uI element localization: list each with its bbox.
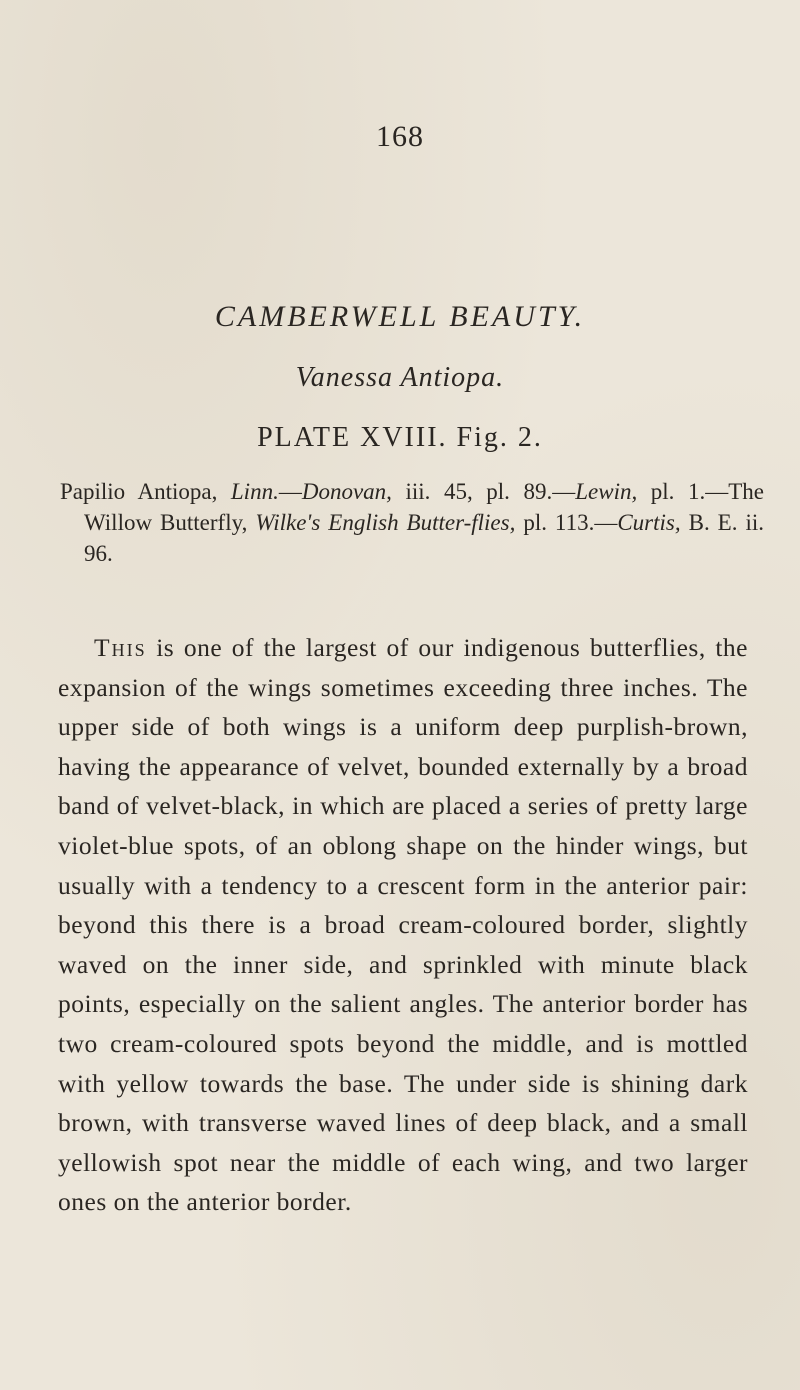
page-number: 168 [376, 120, 424, 153]
species-title: CAMBERWELL BEAUTY. [214, 300, 586, 333]
reference-segment: pl. 1.—The Willow Butterfly, [84, 479, 764, 535]
description-paragraph [58, 628, 748, 1222]
plate-reference: PLATE XVIII. Fig. 2. [257, 422, 543, 453]
reference-segment: pl. 113.— [515, 510, 618, 535]
reference-segment: B. E. ii. 96. [84, 510, 764, 566]
reference-segment: Lewin, [575, 479, 638, 504]
reference-segment: iii. 45, pl. 89.— [391, 479, 576, 504]
reference-segment: Papilio Antiopa, [60, 479, 231, 504]
reference-segment: Curtis, [617, 510, 681, 535]
scientific-name: Vanessa Antiopa. [295, 362, 505, 393]
paragraph-text: is one of the largest of our indigenous butterflies, the expansion of the wings sometimes exceeding three inches. The upper side of both wings is a uniform deep purplish-brown, having the appearance of velvet, bounded externally by a broad band of velvet-black, in which are placed a series of pretty large violet-blue spots, of an oblong shape on the hinder wings, but usually with a tendency to a crescent form in the anterior pair: beyond this there is a broad cream-coloured border, slightly waved on the inner side, and sprinkled with minute black points, especially on the salient angles. The anterior border has two cream-coloured spots beyond the middle, and is mottled with yellow towards the base. The under side is shining dark brown, with transverse waved lines of deep black, and a small yellowish spot near the middle of each wing, and two larger ones on the anterior border. [58, 633, 748, 1217]
reference-segment: Linn. [230, 479, 279, 504]
paragraph-lead-word: This [94, 633, 147, 662]
synonymy-references [60, 476, 764, 569]
reference-segment: Donovan, [301, 479, 392, 504]
reference-segment: Wilke's English Butter-flies, [255, 510, 516, 535]
reference-segment: — [278, 479, 302, 504]
